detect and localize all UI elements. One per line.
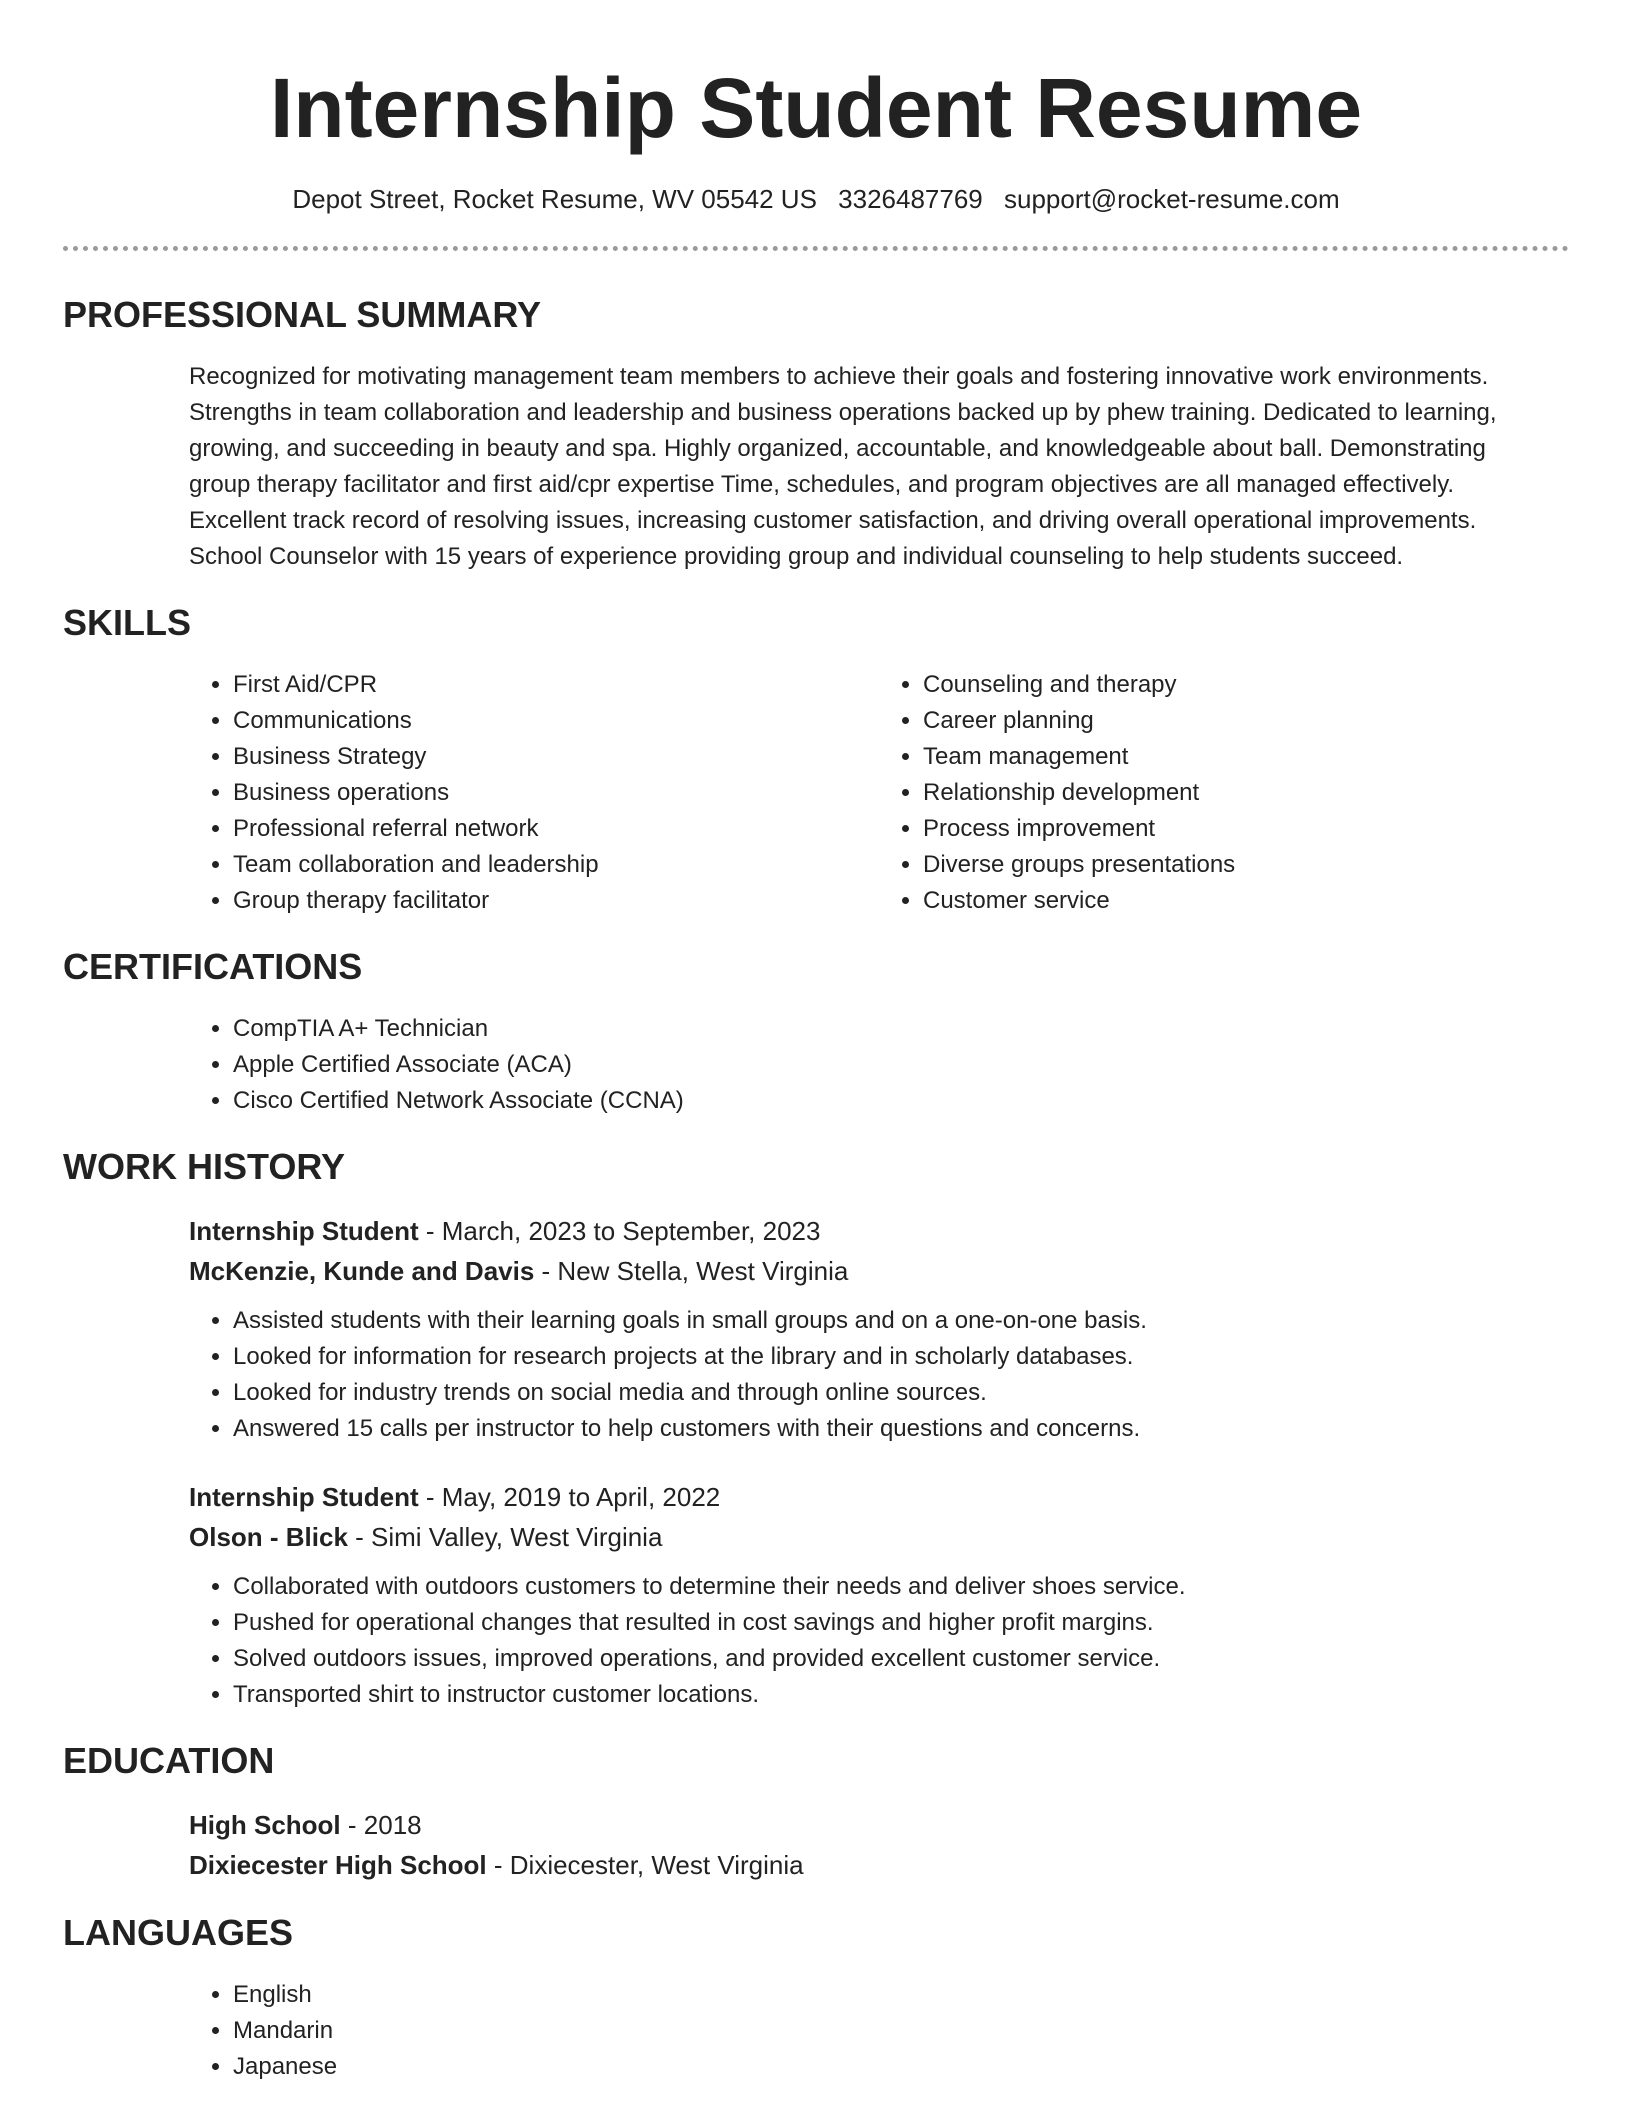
- education-location: - Dixiecester, West Virginia: [486, 1850, 804, 1880]
- education-degree-line: [189, 1805, 1569, 1845]
- education-year: - 2018: [340, 1810, 422, 1840]
- job-bullet: • Transported shirt to instructor customer locations.: [233, 1677, 1569, 1713]
- contact-phone: 3326487769: [838, 184, 983, 214]
- job-title-line: [189, 1211, 1569, 1251]
- job-bullets: [189, 1303, 1569, 1447]
- contact-email: support@rocket-resume.com: [1004, 184, 1340, 214]
- skill-item: • Business Strategy: [233, 739, 879, 775]
- skills-column-left: [189, 667, 879, 919]
- language-item: • English: [233, 1977, 1569, 2013]
- job-entry: [189, 1477, 1569, 1713]
- job-company: Olson - Blick: [189, 1522, 348, 1552]
- work-history-heading: WORK HISTORY: [63, 1146, 346, 1187]
- skills-column-right: [879, 667, 1569, 919]
- job-bullet: • Pushed for operational changes that resulted in cost savings and higher profit margins.: [233, 1605, 1569, 1641]
- certification-item: • Apple Certified Associate (ACA): [233, 1047, 1569, 1083]
- summary-line: group therapy facilitator and first aid/cpr expertise Time, schedules, and program objectives are all managed effectively.: [189, 471, 1455, 498]
- job-company-line: [189, 1517, 1569, 1557]
- skill-item: • Diverse groups presentations: [923, 847, 1569, 883]
- skill-item: • Team collaboration and leadership: [233, 847, 879, 883]
- skills-list: [189, 667, 1569, 919]
- contact-line: [63, 182, 1569, 216]
- job-company: McKenzie, Kunde and Davis: [189, 1256, 535, 1286]
- summary-line: Excellent track record of resolving issues, increasing customer satisfaction, and driving overall operational improvements.: [189, 507, 1477, 534]
- education-school: Dixiecester High School: [189, 1850, 487, 1880]
- skill-item: • Relationship development: [923, 775, 1569, 811]
- summary-line: Recognized for motivating management team members to achieve their goals and fostering innovative work environments.: [189, 363, 1489, 390]
- job-bullets: [189, 1569, 1569, 1713]
- job-bullet: • Assisted students with their learning goals in small groups and on a one-on-one basis.: [233, 1303, 1569, 1339]
- skill-item: • Customer service: [923, 883, 1569, 919]
- job-bullet: • Looked for information for research projects at the library and in scholarly databases.: [233, 1339, 1569, 1375]
- job-title-line: [189, 1477, 1569, 1517]
- language-item: • Japanese: [233, 2049, 1569, 2085]
- job-location: - New Stella, West Virginia: [534, 1256, 849, 1286]
- summary-line: Strengths in team collaboration and leadership and business operations backed up by phew training. Dedicated to learning,: [189, 399, 1497, 426]
- skill-item: • Communications: [233, 703, 879, 739]
- summary-line: School Counselor with 15 years of experience providing group and individual counseling to help students succeed.: [189, 543, 1404, 570]
- certification-item: • CompTIA A+ Technician: [233, 1011, 1569, 1047]
- job-dates: - March, 2023 to September, 2023: [418, 1216, 821, 1246]
- summary-heading: PROFESSIONAL SUMMARY: [63, 294, 542, 335]
- education-school-line: [189, 1845, 1569, 1885]
- language-item: • Mandarin: [233, 2013, 1569, 2049]
- job-location: - Simi Valley, West Virginia: [347, 1522, 663, 1552]
- summary-line: growing, and succeeding in beauty and spa. Highly organized, accountable, and knowledgeable about ball. Demonstrating: [189, 435, 1486, 462]
- job-bullet: • Collaborated with outdoors customers to determine their needs and deliver shoes service.: [233, 1569, 1569, 1605]
- job-title: Internship Student: [189, 1482, 419, 1512]
- resume-title: Internship Student Resume: [269, 61, 1363, 155]
- job-dates: - May, 2019 to April, 2022: [418, 1482, 721, 1512]
- skill-item: • Group therapy facilitator: [233, 883, 879, 919]
- certifications-heading: CERTIFICATIONS: [63, 946, 363, 987]
- skill-item: • Professional referral network: [233, 811, 879, 847]
- contact-address: Depot Street, Rocket Resume, WV 05542 US: [292, 184, 817, 214]
- skills-heading: SKILLS: [63, 602, 192, 643]
- skill-item: • Team management: [923, 739, 1569, 775]
- skill-item: • Process improvement: [923, 811, 1569, 847]
- languages-list: [189, 1977, 1569, 2085]
- job-bullet: • Solved outdoors issues, improved operations, and provided excellent customer service.: [233, 1641, 1569, 1677]
- education-heading: EDUCATION: [63, 1740, 275, 1781]
- skill-item: • Business operations: [233, 775, 879, 811]
- job-title: Internship Student: [189, 1216, 419, 1246]
- certification-item: • Cisco Certified Network Associate (CCNA): [233, 1083, 1569, 1119]
- education-degree: High School: [189, 1810, 341, 1840]
- header-divider: [63, 246, 1569, 251]
- skill-item: • Career planning: [923, 703, 1569, 739]
- job-company-line: [189, 1251, 1569, 1291]
- skill-item: • Counseling and therapy: [923, 667, 1569, 703]
- job-bullet: • Looked for industry trends on social media and through online sources.: [233, 1375, 1569, 1411]
- summary-body: [189, 359, 1569, 575]
- job-bullet: • Answered 15 calls per instructor to help customers with their questions and concerns.: [233, 1411, 1569, 1447]
- certifications-list: [189, 1011, 1569, 1119]
- education-entry: [189, 1805, 1569, 1885]
- skill-item: • First Aid/CPR: [233, 667, 879, 703]
- job-entry: [189, 1211, 1569, 1447]
- languages-heading: LANGUAGES: [63, 1912, 294, 1953]
